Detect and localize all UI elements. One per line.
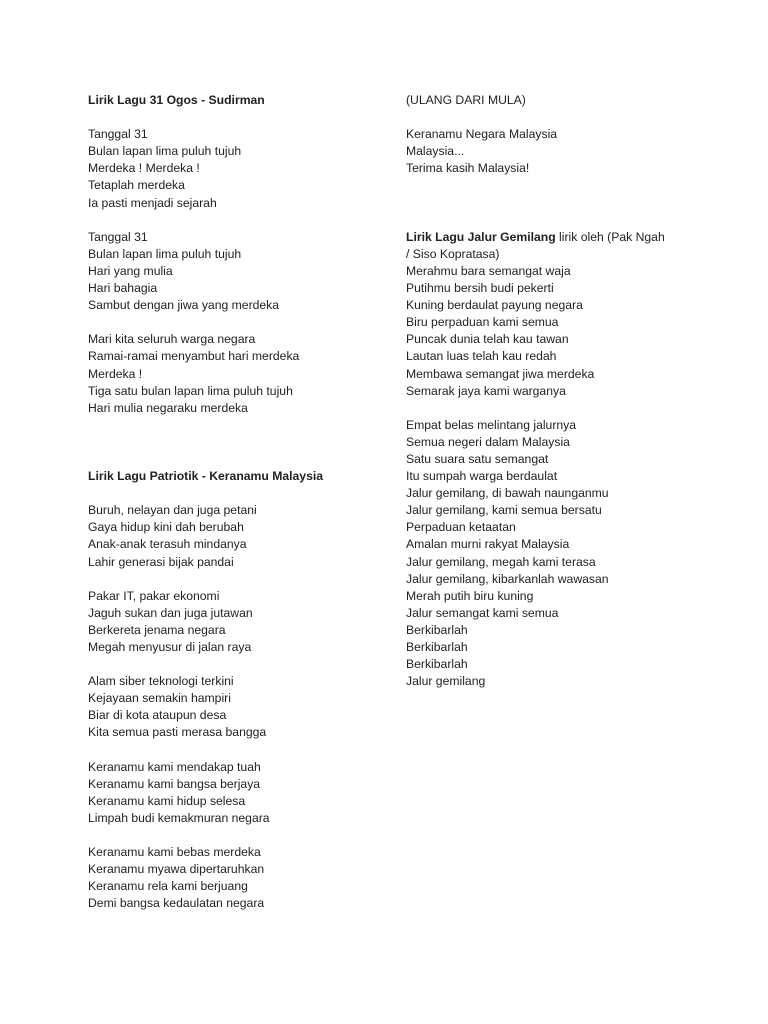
lyric-text: Tanggal 31 (88, 127, 148, 142)
lyric-line (406, 622, 665, 639)
lyric-text: Perpaduan ketaatan (406, 520, 516, 535)
lyric-line (406, 639, 665, 656)
blank-line (406, 400, 665, 417)
lyric-line (88, 861, 323, 878)
lyric-line (406, 297, 665, 314)
lyric-text: Bulan lapan lima puluh tujuh (88, 144, 242, 159)
lyric-line (406, 348, 665, 365)
lyric-line (88, 844, 323, 861)
left-column (88, 92, 323, 913)
lyric-line (406, 263, 665, 280)
heading-text: Lirik Lagu Patriotik - Keranamu Malaysia (88, 469, 324, 484)
lyric-line (406, 588, 665, 605)
lyric-line (406, 468, 665, 485)
lyric-line (88, 519, 323, 536)
lyric-text: Demi bangsa kedaulatan negara (88, 896, 265, 911)
lyric-text: Jalur semangat kami semua (406, 605, 559, 620)
lyric-text: Empat belas melintang jalurnya (406, 417, 577, 432)
lyric-line (88, 878, 323, 895)
lyric-line (406, 451, 665, 468)
blank-line (406, 177, 665, 194)
lyric-text: (ULANG DARI MULA) (406, 93, 526, 107)
lyric-line (88, 160, 323, 177)
lyric-text: Merdeka ! (88, 366, 143, 381)
lyric-text: Hari bahagia (88, 281, 158, 296)
lyric-line (406, 126, 665, 143)
lyric-text: Biru perpaduan kami semua (406, 315, 559, 330)
lyric-line (88, 793, 323, 810)
section-heading (88, 92, 323, 109)
lyric-text: Semua negeri dalam Malaysia (406, 434, 570, 449)
lyric-line (88, 673, 323, 690)
lyric-text: Keranamu kami bangsa berjaya (88, 776, 261, 791)
lyric-line (88, 639, 323, 656)
lyric-line (88, 126, 323, 143)
blank-line (88, 417, 323, 434)
lyric-text: Tanggal 31 (88, 229, 148, 244)
lyric-text: Jalur gemilang, di bawah naunganmu (406, 486, 609, 501)
lyric-line (88, 895, 323, 912)
lyric-line (406, 383, 665, 400)
lyric-text: Kuning berdaulat payung negara (406, 298, 583, 313)
blank-line (88, 109, 323, 126)
lyric-line (406, 554, 665, 571)
lyric-text: Jalur gemilang, kibarkanlah wawasan (406, 571, 609, 586)
section-heading (88, 468, 323, 485)
blank-line (88, 742, 323, 759)
lyric-line (406, 417, 665, 434)
lyric-line (88, 690, 323, 707)
lyric-line (406, 571, 665, 588)
lyric-line (88, 707, 323, 724)
lyric-text: Lautan luas telah kau redah (406, 349, 557, 364)
lyric-text: Membawa semangat jiwa merdeka (406, 366, 595, 381)
lyric-line (88, 348, 323, 365)
lyric-text: Semarak jaya kami warganya (406, 383, 566, 398)
blank-line (406, 212, 665, 229)
lyric-line (88, 297, 323, 314)
lyric-text: Keranamu Negara Malaysia (406, 127, 558, 142)
lyric-text: Jaguh sukan dan juga jutawan (88, 605, 253, 620)
lyric-text: Merah putih biru kuning (406, 588, 534, 603)
lyric-text: Satu suara satu semangat (406, 451, 549, 466)
lyric-text: Gaya hidup kini dah berubah (88, 520, 244, 535)
lyric-text: Kejayaan semakin hampiri (88, 691, 231, 706)
lyric-text: Jalur gemilang, kami semua bersatu (406, 503, 602, 518)
heading-credit: lirik oleh (Pak Ngah (555, 229, 665, 244)
lyric-text: Berkereta jenama negara (88, 622, 226, 637)
lyric-text: Putihmu bersih budi pekerti (406, 281, 554, 296)
lyric-text: Hari yang mulia (88, 263, 173, 278)
lyric-text: Tetaplah merdeka (88, 178, 185, 193)
lyric-text: Berkibarlah (406, 657, 468, 672)
lyric-text: Terima kasih Malaysia! (406, 161, 530, 176)
lyric-line (406, 536, 665, 553)
lyric-text: Amalan murni rakyat Malaysia (406, 537, 570, 552)
heading-text: Lirik Lagu 31 Ogos - Sudirman (88, 93, 265, 107)
lyric-line (406, 434, 665, 451)
blank-line (88, 827, 323, 844)
lyric-text: Biar di kota ataupun desa (88, 708, 227, 723)
lyric-line (88, 263, 323, 280)
right-column (406, 92, 665, 690)
lyric-text: Kita semua pasti merasa bangga (88, 725, 267, 740)
lyric-text: Hari mulia negaraku merdeka (88, 400, 248, 415)
blank-line (406, 109, 665, 126)
lyric-line (88, 502, 323, 519)
lyric-text: Lahir generasi bijak pandai (88, 554, 234, 569)
lyric-line (88, 759, 323, 776)
lyric-text: Jalur gemilang, megah kami terasa (406, 554, 596, 569)
lyric-text: Ia pasti menjadi sejarah (88, 195, 217, 210)
lyric-line (406, 485, 665, 502)
lyric-line (88, 588, 323, 605)
section-heading (406, 229, 665, 246)
lyric-text: Megah menyusur di jalan raya (88, 640, 252, 654)
lyric-text: Merahmu bara semangat waja (406, 263, 571, 278)
lyric-text: Ramai-ramai menyambut hari merdeka (88, 349, 300, 364)
lyric-text: Keranamu kami hidup selesa (88, 793, 246, 808)
lyric-text: Berkibarlah (406, 622, 468, 637)
lyric-line (88, 246, 323, 263)
lyric-text: Keranamu rela kami berjuang (88, 879, 248, 894)
lyric-text: Pakar IT, pakar ekonomi (88, 588, 220, 603)
lyric-line (88, 383, 323, 400)
lyric-line (406, 366, 665, 383)
lyric-line (406, 246, 665, 263)
blank-line (88, 434, 323, 451)
lyric-text: Berkibarlah (406, 640, 468, 654)
lyric-line (88, 554, 323, 571)
lyric-text: Bulan lapan lima puluh tujuh (88, 246, 242, 261)
lyric-text: Tiga satu bulan lapan lima puluh tujuh (88, 383, 293, 398)
lyric-text: Malaysia... (406, 144, 465, 159)
blank-line (406, 195, 665, 212)
lyric-line (88, 536, 323, 553)
blank-line (88, 485, 323, 502)
blank-line (88, 656, 323, 673)
blank-line (88, 571, 323, 588)
blank-line (88, 212, 323, 229)
blank-line (88, 314, 323, 331)
lyric-line (406, 314, 665, 331)
lyric-text: Keranamu kami mendakap tuah (88, 759, 261, 774)
lyric-line (88, 605, 323, 622)
lyric-line (406, 280, 665, 297)
heading-text: Lirik Lagu Jalur Gemilang (406, 229, 556, 244)
lyric-line (88, 776, 323, 793)
lyric-line (406, 143, 665, 160)
lyric-line (88, 724, 323, 741)
lyric-text: Keranamu myawa dipertaruhkan (88, 862, 265, 877)
lyric-text: Merdeka ! Merdeka ! (88, 161, 200, 176)
lyric-text: Keranamu kami bebas merdeka (88, 845, 261, 860)
lyric-text: Puncak dunia telah kau tawan (406, 332, 569, 347)
lyric-line (406, 519, 665, 536)
lyric-text: Anak-anak terasuh mindanya (88, 537, 247, 552)
lyric-line (406, 92, 665, 109)
blank-line (88, 451, 323, 468)
lyric-line (406, 331, 665, 348)
lyric-line (88, 195, 323, 212)
lyric-line (88, 400, 323, 417)
lyric-line (406, 502, 665, 519)
lyric-line (88, 229, 323, 246)
lyric-line (88, 143, 323, 160)
lyric-line (88, 280, 323, 297)
lyric-text: Limpah budi kemakmuran negara (88, 810, 270, 825)
lyric-text: Itu sumpah warga berdaulat (406, 469, 558, 484)
lyric-text: Buruh, nelayan dan juga petani (88, 503, 257, 518)
lyric-text: Sambut dengan jiwa yang merdeka (88, 298, 280, 313)
lyric-line (88, 331, 323, 348)
lyric-line (88, 622, 323, 639)
lyric-line (406, 605, 665, 622)
lyric-line (88, 177, 323, 194)
lyric-line (406, 160, 665, 177)
lyric-text: Jalur gemilang (406, 674, 486, 689)
lyric-line (88, 810, 323, 827)
lyric-text: Alam siber teknologi terkini (88, 674, 234, 689)
lyric-line (406, 673, 665, 690)
lyric-text: Mari kita seluruh warga negara (88, 332, 256, 347)
lyric-line (406, 656, 665, 673)
lyric-text: / Siso Kopratasa) (406, 246, 500, 261)
lyric-line (88, 366, 323, 383)
